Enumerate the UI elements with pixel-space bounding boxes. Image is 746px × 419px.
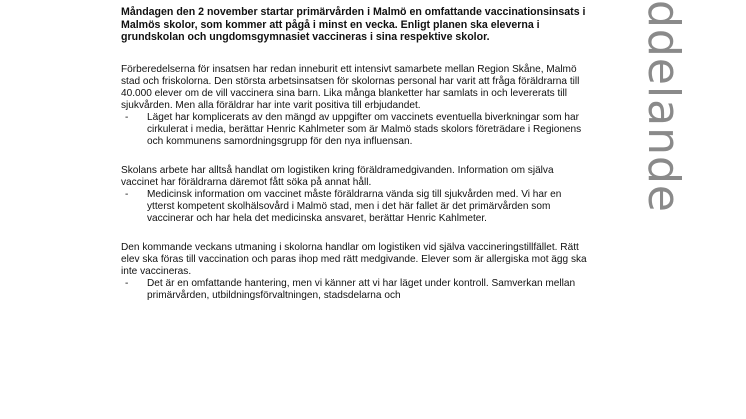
quote-list-2 (121, 189, 591, 225)
paragraph-logistics: Skolans arbete har alltså handlat om logistiken kring föräldramedgivanden. Information om själva vaccinet har föräldrarna däremot fått söka på annat håll. (121, 164, 554, 188)
quote-list-3 (121, 278, 591, 302)
spacer (121, 148, 591, 165)
quote-list-1 (121, 112, 591, 148)
side-title-meddelande: ddelande (638, 0, 689, 214)
paragraph-coming-week: Den kommande veckans utmaning i skolorna handlar om logistiken vid själva vaccineringstillfället. Rätt elev ska föras till vaccination och paras ihop med rätt medgivande. Elever som är allergiska mot ägg ska inte vaccineras. (121, 241, 587, 277)
quote-biverkningar: - Läget har komplicerats av den mängd av uppgifter om vaccinets eventuella biverkningar som har cirkulerat i media, berättar Henric Kahlmeter som är Malmö stads skolors företrädare i Regionens och kommunens samordningsgrupp för den nya influensan. (121, 112, 591, 148)
lead-paragraph: Måndagen den 2 november startar primärvården i Malmö en omfattande vaccinationsinsats i Malmös skolor, som kommer att pågå i minst en vecka. Enligt planen ska eleverna i grundskolan och ungdomsgymnasiet vaccineras i sina respektive skolor. (121, 6, 586, 44)
paragraph-preparations: Förberedelserna för insatsen har redan inneburit ett intensivt samarbete mellan Region Skåne, Malmö stad och friskolorna. Den största arbetsinsatsen för skolornas personal har varit att fråga föräldrarna till 40.000 elever om de vill vaccinera sina barn. Lika många blanketter har samlats in och levererats till sjukvården. Men alla föräldrar har inte varit positiva till erbjudandet. (121, 63, 580, 111)
quote-handling: - Det är en omfattande hantering, men vi känner att vi har läget under kontroll. Samverkan mellan primärvården, utbildningsförvaltningen, stadsdelarna och (121, 278, 591, 302)
press-release-body (121, 6, 591, 302)
quote-medical-info: - Medicinsk information om vaccinet måste föräldrarna vända sig till sjukvården med. Vi har en ytterst kompetent skolhälsovård i Malmö stad, men i det här fallet är det primärvården som vaccinerar och har hela det medicinska ansvaret, berättar Henric Kahlmeter. (121, 189, 591, 225)
spacer (121, 225, 591, 242)
